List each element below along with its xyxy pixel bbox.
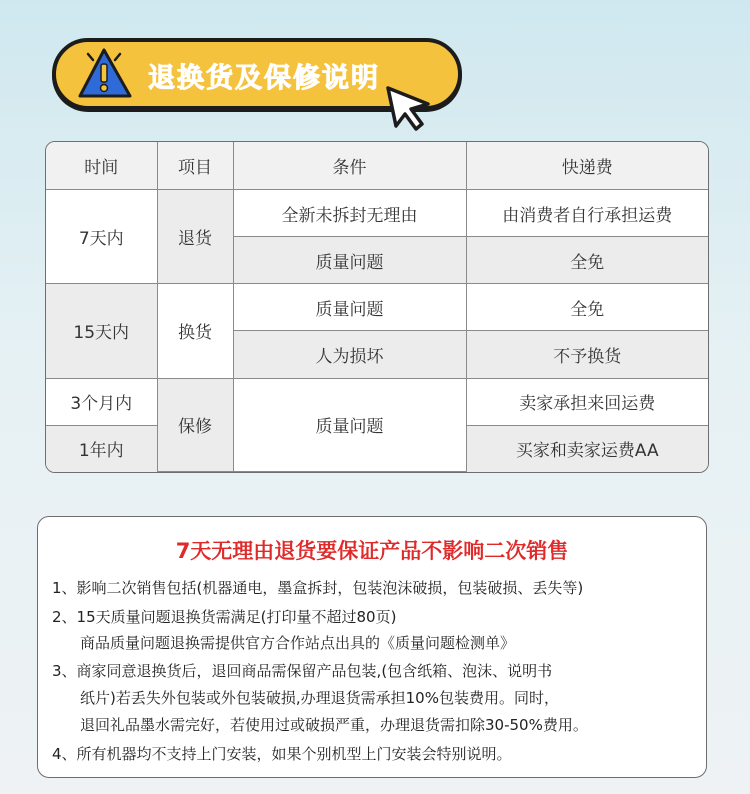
note-line: 3、商家同意退换货后，退回商品需保留产品包装,(包含纸箱、泡沫、说明书 (52, 662, 553, 680)
cell-condition: 质量问题 (233, 378, 466, 471)
cell-condition: 全新未拆封无理由 (233, 190, 466, 237)
banner-title: 退换货及保修说明 (148, 63, 380, 94)
header-item: 项目 (157, 142, 233, 190)
cell-fee: 全免 (466, 284, 708, 331)
note-line: 商品质量问题退换需提供官方合作站点出具的《质量问题检测单》 (80, 634, 516, 652)
header-time: 时间 (46, 142, 157, 190)
cell-time: 7天内 (46, 190, 157, 284)
cell-fee: 不予换货 (466, 331, 708, 378)
table-row (46, 378, 708, 425)
return-policy-table (45, 141, 709, 473)
cell-condition: 质量问题 (233, 237, 466, 284)
cell-time: 3个月内 (46, 378, 157, 425)
cell-time: 1年内 (46, 425, 157, 471)
header-condition: 条件 (233, 142, 466, 190)
header-fee: 快递费 (466, 142, 708, 190)
note-line: 4、所有机器均不支持上门安装，如果个别机型上门安装会特别说明。 (52, 745, 512, 763)
notes-card (37, 516, 707, 778)
cursor-icon (384, 84, 434, 134)
cell-item: 换货 (157, 284, 233, 378)
cell-item: 保修 (157, 378, 233, 471)
note-line: 1、影响二次销售包括(机器通电，墨盒拆封，包装泡沫破损，包装破损、丢失等) (52, 579, 584, 597)
warning-icon (74, 46, 136, 104)
cell-fee: 卖家承担来回运费 (466, 378, 708, 425)
cell-fee: 买家和卖家运费AA (466, 425, 708, 471)
note-line: 退回礼品墨水需完好，若使用过或破损严重，办理退货需扣除30-50%费用。 (80, 716, 588, 734)
cell-time: 15天内 (46, 284, 157, 378)
note-line: 纸片)若丢失外包装或外包装破损,办理退货需承担10%包装费用。同时， (80, 689, 559, 707)
note-line: 2、15天质量问题退换货需满足(打印量不超过80页) (52, 608, 397, 626)
table-row (46, 284, 708, 331)
cell-fee: 全免 (466, 237, 708, 284)
notes-title: 7天无理由退货要保证产品不影响二次销售 (175, 539, 569, 563)
cell-condition: 质量问题 (233, 284, 466, 331)
table-header-row (46, 142, 708, 190)
cell-condition: 人为损坏 (233, 331, 466, 378)
cell-fee: 由消费者自行承担运费 (466, 190, 708, 237)
cell-item: 退货 (157, 190, 233, 284)
table-row (46, 190, 708, 237)
